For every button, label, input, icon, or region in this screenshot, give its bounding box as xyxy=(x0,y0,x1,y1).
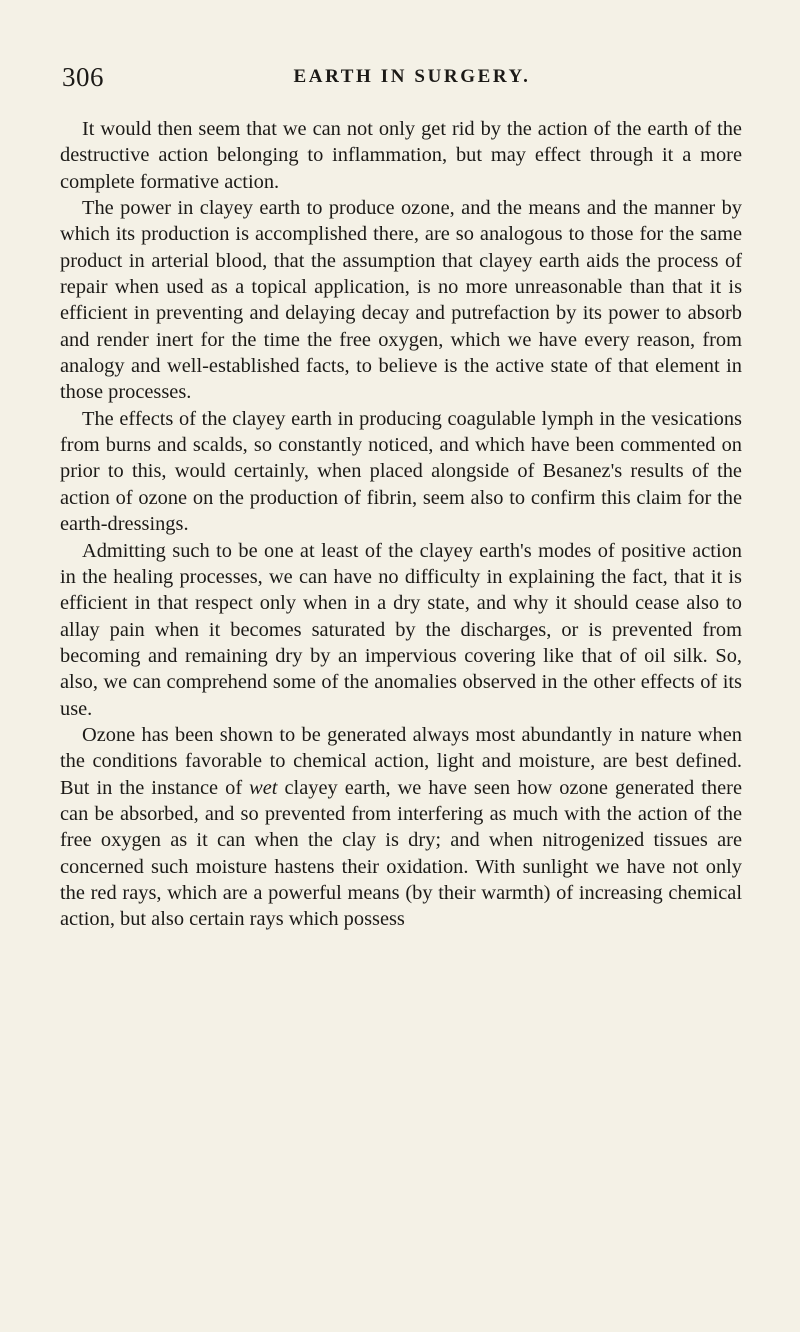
paragraph-1: It would then seem that we can not only get rid by the action of the earth of the destructive action belonging to inflammation, but may effect through it a more complete formative action. xyxy=(60,118,742,193)
paragraph-5-after: clayey earth, we have seen how ozone generated there can be absorbed, and so prevented from interfering as much with the action of the free oxygen as it can when the clay is dry; and when nitrogenized tissues are concerned such moisture hastens their oxidation. With sunlight we have not only the red rays, which are a powerful means (by their warmth) of increasing chemical action, but also certain rays which possess xyxy=(60,776,743,931)
paragraph-2: The power in clayey earth to produce ozone, and the means and the manner by which its production is accomplished there, are so analogous to those for the same product in arterial blood, that the assumption that clayey earth aids the process of repair when used as a topical application, is no more unreasonable than that it is efficient in preventing and delaying decay and putrefaction by its power to absorb and render inert for the time the free oxygen, which we have every reason, from analogy and well-established facts, to believe is the active state of that element in those processes. xyxy=(60,197,742,404)
paragraph-4: Admitting such to be one at least of the clayey earth's modes of positive action in the healing processes, we can have no difficulty in explaining the fact, that it is efficient in that respect only when in a dry state, and why it should cease also to allay pain when it becomes saturated by the discharges, or is prevented from becoming and remaining dry by an impervious covering like that of oil silk. So, also, we can comprehend some of the anomalies observed in the other effects of its use. xyxy=(60,539,742,720)
page-number: 306 xyxy=(62,62,104,92)
body-text xyxy=(60,116,742,933)
emphasis-wet: wet xyxy=(249,776,278,799)
paragraph-5 xyxy=(60,722,742,933)
paragraph-3: The effects of the clayey earth in producing coagulable lymph in the vesications from burns and scalds, so constantly noticed, and which have been commented on prior to this, would certainly, when placed alongside of Besanez's results of the action of ozone on the production of fibrin, seem also to confirm this claim for the earth-dressings. xyxy=(60,407,742,536)
running-title: EARTH IN SURGERY. xyxy=(293,66,531,87)
paragraph-5-before: Ozone has been shown to be generated always most abundantly in nature when the conditions favorable to chemical action, light and moisture, are best defined. But in the instance of xyxy=(60,723,742,799)
running-head xyxy=(62,62,762,92)
